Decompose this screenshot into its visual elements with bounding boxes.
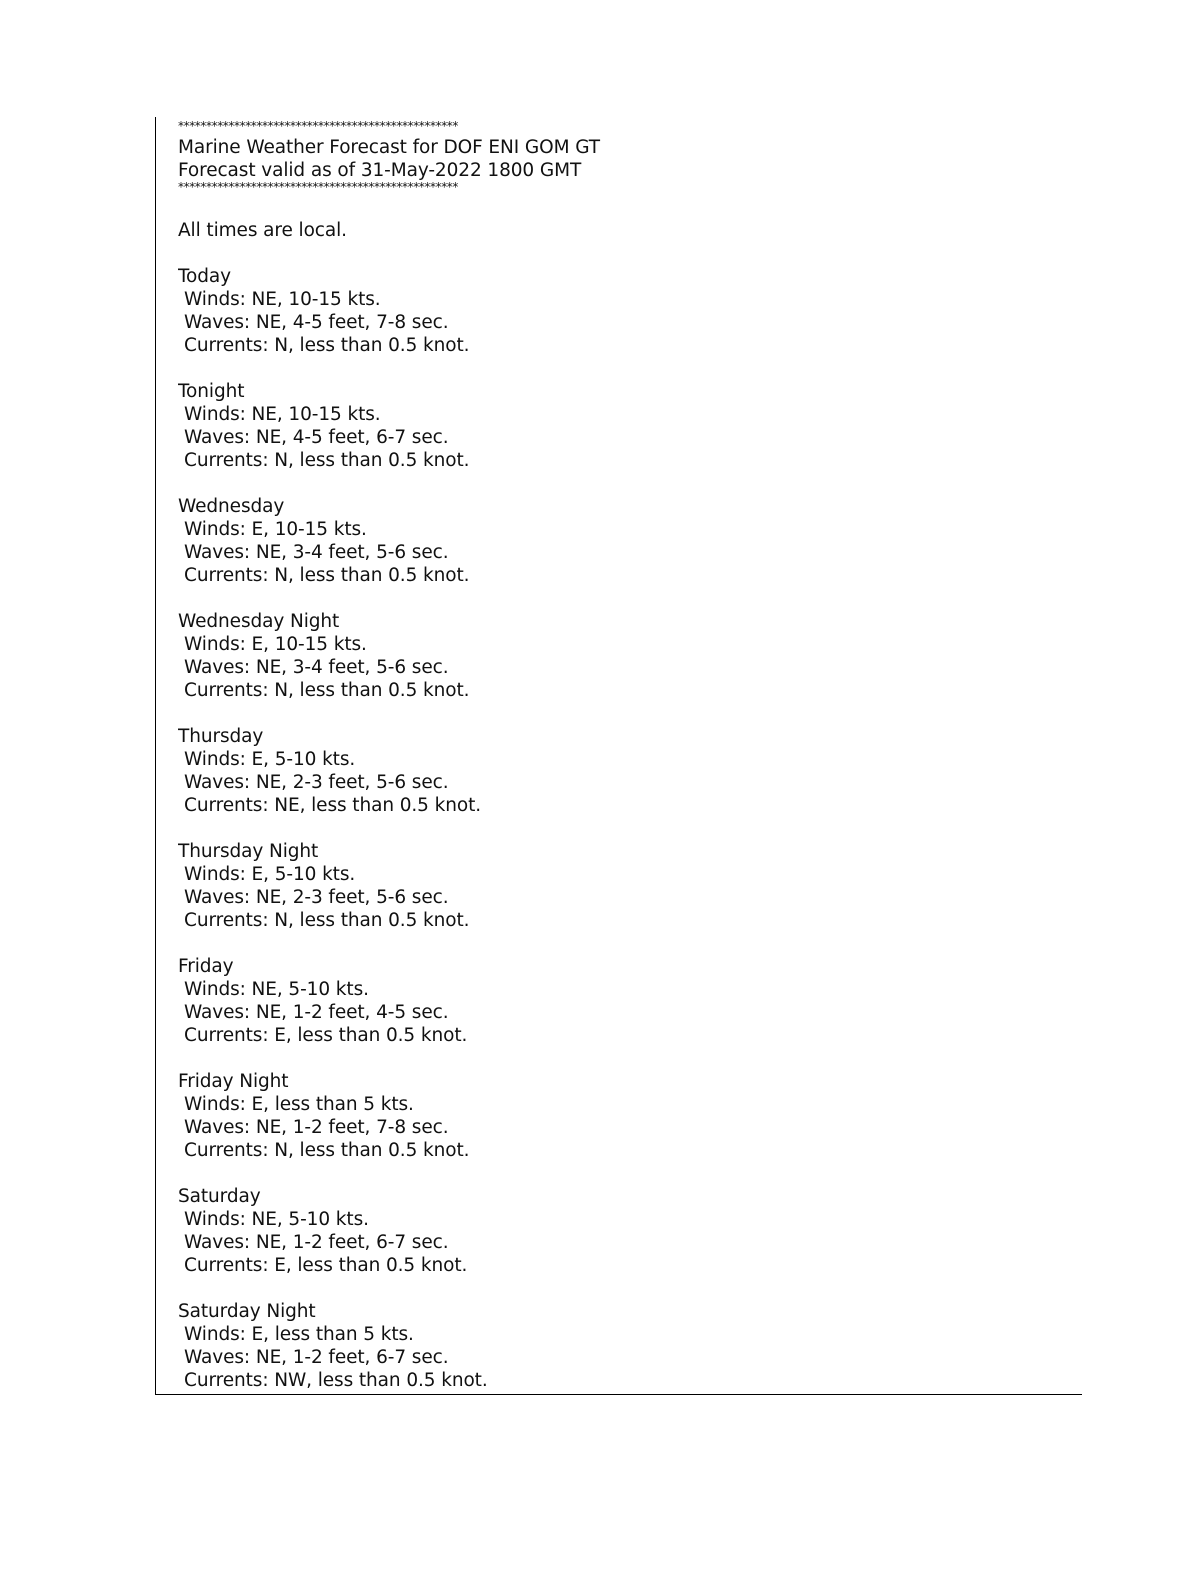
spacer xyxy=(178,196,1058,219)
period-name: Friday xyxy=(178,956,234,977)
forecast-period xyxy=(178,840,1058,955)
period-waves: Waves: NE, 4-5 feet, 7-8 sec. xyxy=(184,312,449,333)
period-name: Wednesday xyxy=(178,496,285,517)
forecast-valid-line: Forecast valid as of 31-May-2022 1800 GMT xyxy=(178,160,582,181)
spacer xyxy=(178,817,1058,840)
forecast-period xyxy=(178,495,1058,610)
period-winds: Winds: E, less than 5 kts. xyxy=(184,1094,414,1115)
period-waves: Waves: NE, 2-3 feet, 5-6 sec. xyxy=(184,772,449,793)
forecast-period xyxy=(178,955,1058,1070)
period-currents: Currents: N, less than 0.5 knot. xyxy=(184,910,470,931)
spacer xyxy=(178,932,1058,955)
period-currents: Currents: NE, less than 0.5 knot. xyxy=(184,795,482,816)
period-currents: Currents: N, less than 0.5 knot. xyxy=(184,450,470,471)
period-currents: Currents: N, less than 0.5 knot. xyxy=(184,335,470,356)
forecast-period xyxy=(178,1185,1058,1300)
period-winds: Winds: E, less than 5 kts. xyxy=(184,1324,414,1345)
forecast-period xyxy=(178,380,1058,495)
period-name: Tonight xyxy=(178,381,245,402)
period-currents: Currents: E, less than 0.5 knot. xyxy=(184,1025,468,1046)
period-winds: Winds: E, 5-10 kts. xyxy=(184,864,356,885)
time-note: All times are local. xyxy=(178,220,347,241)
period-name: Today xyxy=(178,266,232,287)
spacer xyxy=(178,1277,1058,1300)
forecast-period xyxy=(178,1300,1058,1392)
period-name: Saturday xyxy=(178,1186,261,1207)
spacer xyxy=(178,1047,1058,1070)
forecast-periods xyxy=(178,265,1058,1392)
period-name: Saturday Night xyxy=(178,1301,316,1322)
period-name: Wednesday Night xyxy=(178,611,340,632)
period-currents: Currents: NW, less than 0.5 knot. xyxy=(184,1370,488,1391)
period-winds: Winds: E, 10-15 kts. xyxy=(184,519,367,540)
period-currents: Currents: E, less than 0.5 knot. xyxy=(184,1255,468,1276)
forecast-period xyxy=(178,265,1058,380)
forecast-document xyxy=(178,116,1058,1392)
period-name: Thursday Night xyxy=(178,841,319,862)
frame-bottom-border xyxy=(155,1394,1082,1395)
period-winds: Winds: E, 5-10 kts. xyxy=(184,749,356,770)
spacer xyxy=(178,472,1058,495)
spacer xyxy=(178,1162,1058,1185)
period-waves: Waves: NE, 1-2 feet, 6-7 sec. xyxy=(184,1232,449,1253)
period-currents: Currents: N, less than 0.5 knot. xyxy=(184,680,470,701)
period-waves: Waves: NE, 1-2 feet, 6-7 sec. xyxy=(184,1347,449,1368)
period-winds: Winds: NE, 10-15 kts. xyxy=(184,404,381,425)
period-waves: Waves: NE, 1-2 feet, 7-8 sec. xyxy=(184,1117,449,1138)
frame-left-border xyxy=(155,117,156,1395)
spacer xyxy=(178,242,1058,265)
period-winds: Winds: NE, 5-10 kts. xyxy=(184,1209,369,1230)
period-currents: Currents: N, less than 0.5 knot. xyxy=(184,565,470,586)
spacer xyxy=(178,357,1058,380)
period-winds: Winds: NE, 10-15 kts. xyxy=(184,289,381,310)
period-waves: Waves: NE, 1-2 feet, 4-5 sec. xyxy=(184,1002,449,1023)
period-waves: Waves: NE, 2-3 feet, 5-6 sec. xyxy=(184,887,449,908)
period-waves: Waves: NE, 4-5 feet, 6-7 sec. xyxy=(184,427,449,448)
period-currents: Currents: N, less than 0.5 knot. xyxy=(184,1140,470,1161)
spacer xyxy=(178,587,1058,610)
separator-top: ************************************************** xyxy=(178,119,459,133)
period-name: Friday Night xyxy=(178,1071,289,1092)
spacer xyxy=(178,702,1058,725)
period-winds: Winds: NE, 5-10 kts. xyxy=(184,979,369,1000)
period-waves: Waves: NE, 3-4 feet, 5-6 sec. xyxy=(184,657,449,678)
period-waves: Waves: NE, 3-4 feet, 5-6 sec. xyxy=(184,542,449,563)
separator-bottom: ************************************************** xyxy=(178,180,459,194)
forecast-period xyxy=(178,725,1058,840)
forecast-title: Marine Weather Forecast for DOF ENI GOM GT xyxy=(178,137,600,158)
period-name: Thursday xyxy=(178,726,264,747)
forecast-period xyxy=(178,610,1058,725)
period-winds: Winds: E, 10-15 kts. xyxy=(184,634,367,655)
forecast-period xyxy=(178,1070,1058,1185)
